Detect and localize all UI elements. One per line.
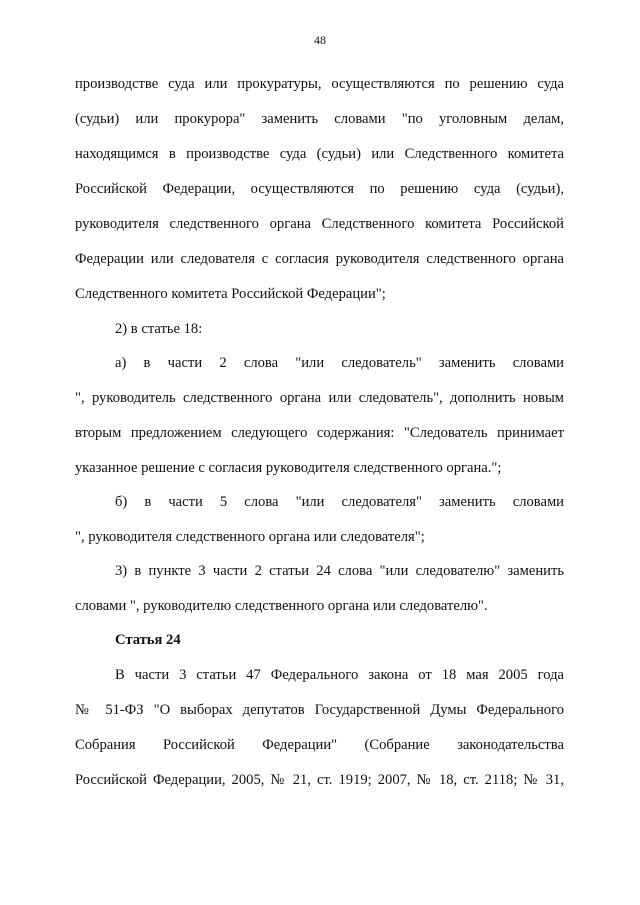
text-line: ", руководителя следственного органа или следователя"; <box>75 529 425 545</box>
text-line: указанное решение с согласия руководителя следственного органа."; <box>75 460 502 476</box>
text-line: словами ", руководителю следственного органа или следователю". <box>75 598 488 614</box>
text-line: находящимся в производстве суда (судьи) или Следственного комитета <box>75 146 564 162</box>
text-line: Российской Федерации, 2005, № 21, ст. 1919; 2007, № 18, ст. 2118; № 31, <box>75 772 564 788</box>
text-line: производстве суда или прокуратуры, осуществляются по решению суда <box>75 76 564 92</box>
text-line: ", руководитель следственного органа или следователь", дополнить новым <box>75 390 564 406</box>
text-line: Федерации или следователя с согласия руководителя следственного органа <box>75 251 564 267</box>
text-line: Собрания Российской Федерации" (Собрание законодательства <box>75 737 564 753</box>
text-line: руководителя следственного органа Следственного комитета Российской <box>75 216 564 232</box>
text-line: вторым предложением следующего содержания: "Следователь принимает <box>75 425 564 441</box>
page-number: 48 <box>314 33 326 47</box>
list-item-heading: 2) в статье 18: <box>115 321 203 337</box>
article-heading: Статья 24 <box>115 632 181 648</box>
text-line: Российской Федерации, осуществляются по решению суда (судьи), <box>75 181 564 197</box>
text-line: 3) в пункте 3 части 2 статьи 24 слова "или следователю" заменить <box>115 563 564 579</box>
text-line: Следственного комитета Российской Федерации"; <box>75 286 386 302</box>
text-line: № 51-ФЗ "О выборах депутатов Государственной Думы Федерального <box>75 702 564 718</box>
text-line: В части 3 статьи 47 Федерального закона от 18 мая 2005 года <box>115 667 564 683</box>
text-line: б) в части 5 слова "или следователя" заменить словами <box>115 494 564 510</box>
text-line: (судьи) или прокурора" заменить словами "по уголовным делам, <box>75 111 564 127</box>
text-line: а) в части 2 слова "или следователь" заменить словами <box>115 355 564 371</box>
